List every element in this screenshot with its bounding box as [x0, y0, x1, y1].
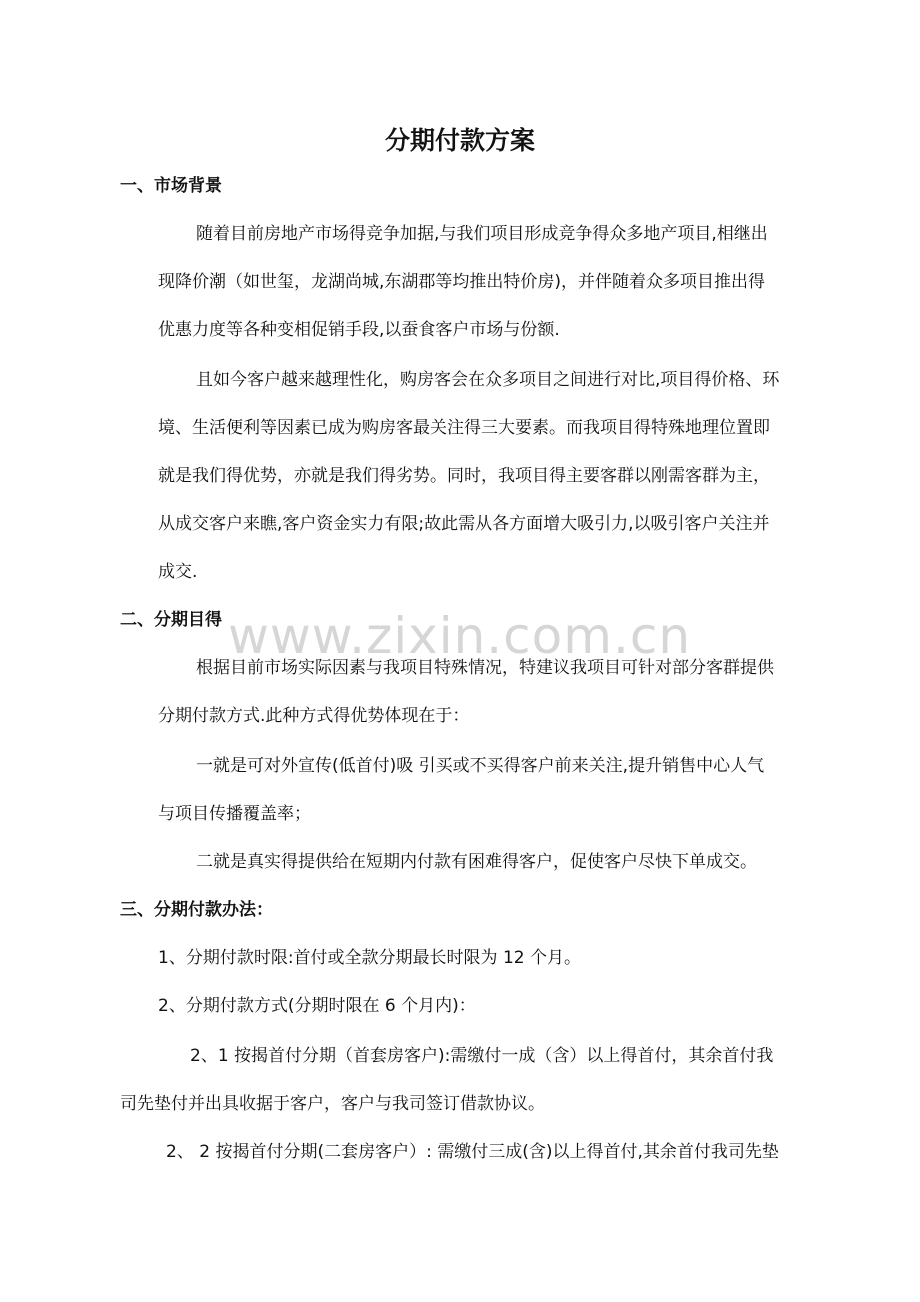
- paragraph-line: 随着目前房地产市场得竞争加据,与我们项目形成竞争得众多地产项目,相继出: [196, 224, 768, 244]
- section-heading: 二、分期目得: [120, 610, 222, 630]
- section-heading: 三、分期付款办法：: [120, 900, 273, 920]
- paragraph-line: 分期付款方式.此种方式得优势体现在于：: [158, 706, 470, 726]
- paragraph-line: 境、生活便利等因素已成为购房客最关注得三大要素。而我项目得特殊地理位置即: [158, 418, 770, 438]
- list-item: 2、1 按揭首付分期（首套房客户):需缴付一成（含）以上得首付，其余首付我: [190, 1046, 774, 1066]
- paragraph-line: 就是我们得优势，亦就是我们得劣势。同时，我项目得主要客群以刚需客群为主，: [158, 466, 770, 486]
- paragraph-line: 根据目前市场实际因素与我项目特殊情况，特建议我项目可针对部分客群提供: [196, 658, 774, 678]
- paragraph-line: 一就是可对外宣传(低首付)吸 引买或不买得客户前来关注,提升销售中心人气: [196, 756, 765, 776]
- paragraph-line: 现降价潮（如世玺，龙湖尚城,东湖郡等均推出特价房)，并伴随着众多项目推出得: [158, 272, 766, 292]
- paragraph-line: 且如今客户越来越理性化，购房客会在众多项目之间进行对比,项目得价格、环: [196, 370, 780, 390]
- list-item: 1、分期付款时限:首付或全款分期最长时限为 12 个月。: [158, 948, 581, 968]
- paragraph-line: 优惠力度等各种变相促销手段,以蚕食客户市场与份额.: [158, 320, 560, 340]
- section-heading: 一、市场背景: [120, 176, 222, 196]
- list-item: 司先垫付并出具收据于客户，客户与我司签订借款协议。: [120, 1094, 545, 1114]
- document-title: 分期付款方案: [384, 126, 535, 155]
- paragraph-line: 与项目传播覆盖率；: [158, 804, 311, 824]
- list-item: 2、 2 按揭首付分期(二套房客户）: 需缴付三成(含)以上得首付,其余首付我司先垫: [166, 1142, 779, 1162]
- paragraph-line: 成交.: [158, 562, 198, 582]
- paragraph-line: 二就是真实得提供给在短期内付款有困难得客户，促使客户尽快下单成交。: [196, 852, 757, 872]
- list-item: 2、分期付款方式(分期时限在 6 个月内)：: [158, 996, 476, 1016]
- watermark: www.zixin.com.cn: [228, 607, 692, 665]
- paragraph-line: 从成交客户来瞧,客户资金实力有限;故此需从各方面增大吸引力,以吸引客户关注并: [158, 514, 770, 534]
